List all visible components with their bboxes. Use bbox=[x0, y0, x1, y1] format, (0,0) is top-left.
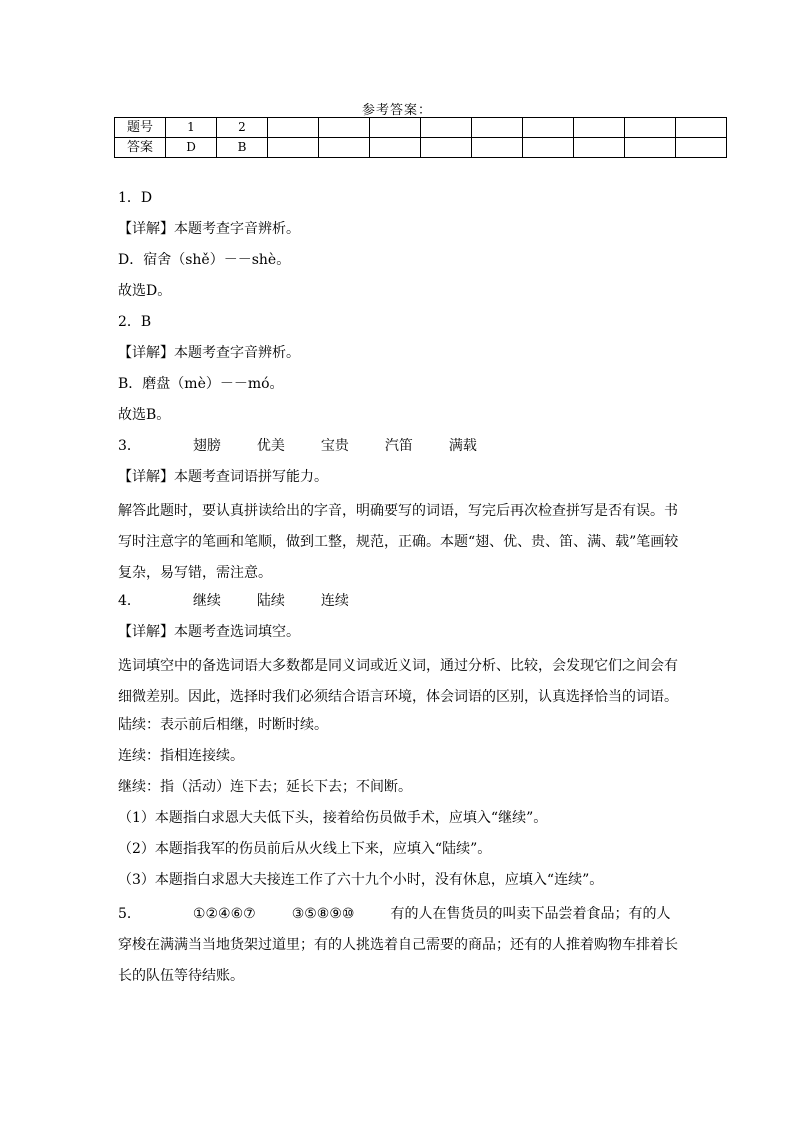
table-cell bbox=[523, 138, 574, 158]
q5-group: ③⑤⑧⑨⑩ bbox=[291, 906, 355, 922]
q3-answer bbox=[118, 434, 683, 465]
q5-number: 5． bbox=[118, 906, 141, 922]
q4-word: 陆续 bbox=[256, 593, 285, 609]
q2-answer: 2．B bbox=[118, 314, 152, 330]
table-cell bbox=[523, 118, 574, 138]
q4-word: 继续 bbox=[192, 593, 221, 609]
table-cell bbox=[472, 118, 523, 138]
table-cell bbox=[574, 138, 625, 158]
q3-paragraph: 解答此题时，要认真拼读给出的字音，明确要写的词语，写完后再次检查拼写是否有误。书写时注意字的笔画和笔顺，做到工整，规范，正确。本题“翅、优、贵、笛、满、载”笔画较复杂，易写错，需注意。 bbox=[118, 503, 679, 581]
table-cell bbox=[370, 118, 421, 138]
table-row bbox=[115, 118, 727, 138]
q1-detail: 【详解】本题考查字音辨析。 bbox=[118, 221, 300, 237]
q3-detail: 【详解】本题考查词语拼写能力。 bbox=[118, 469, 328, 485]
table-cell bbox=[319, 118, 370, 138]
q3-word: 翅膀 bbox=[192, 438, 221, 454]
q4-definition: 继续：指（活动）连下去；延长下去；不间断。 bbox=[118, 779, 412, 795]
table-cell bbox=[421, 138, 472, 158]
table-cell bbox=[676, 118, 727, 138]
q4-definition: 陆续：表示前后相继，时断时续。 bbox=[118, 717, 328, 733]
table-cell: D bbox=[166, 138, 217, 158]
table-cell bbox=[574, 118, 625, 138]
table-cell: 2 bbox=[217, 118, 268, 138]
table-cell bbox=[370, 138, 421, 158]
q4-number: 4． bbox=[118, 593, 141, 609]
q5-paragraph: 有的人在售货员的叫卖下品尝着食品；有的人穿梭在满满当当地货架过道里；有的人挑选着自己需要的商品；还有的人推着购物车排着长长的队伍等待结账。 bbox=[118, 906, 678, 984]
answer-table bbox=[114, 117, 727, 158]
q4-detail: 【详解】本题考查选词填空。 bbox=[118, 624, 300, 640]
q5-answer bbox=[118, 899, 683, 992]
q4-item: （2）本题指我军的伤员前后从火线上下来，应填入“陆续”。 bbox=[118, 841, 492, 857]
q4-answer bbox=[118, 589, 683, 620]
q1-conclusion: 故选D。 bbox=[118, 283, 172, 299]
q2-conclusion: 故选B。 bbox=[118, 407, 171, 423]
q4-definition: 连续：指相连接续。 bbox=[118, 748, 244, 764]
q4-item: （3）本题指白求恩大夫接连工作了六十九个小时，没有休息，应填入“连续”。 bbox=[118, 872, 604, 888]
row-label-answer: 答案 bbox=[115, 138, 166, 158]
table-cell bbox=[625, 118, 676, 138]
table-cell bbox=[268, 138, 319, 158]
q1-explanation: D．宿舍（shě）－－shè。 bbox=[118, 252, 291, 268]
page-title: 参考答案： bbox=[361, 103, 432, 118]
answer-explanations bbox=[118, 186, 683, 992]
q2-explanation: B．磨盘（mè）－－mó。 bbox=[118, 376, 284, 392]
table-cell bbox=[472, 138, 523, 158]
q3-word: 宝贵 bbox=[320, 438, 349, 454]
row-label-number: 题号 bbox=[115, 118, 166, 138]
table-cell: 1 bbox=[166, 118, 217, 138]
table-cell bbox=[268, 118, 319, 138]
q3-word: 优美 bbox=[256, 438, 285, 454]
q1-answer: 1．D bbox=[118, 190, 153, 206]
q4-item: （1）本题指白求恩大夫低下头，接着给伤员做手术，应填入“继续”。 bbox=[118, 810, 548, 826]
table-cell bbox=[625, 138, 676, 158]
q2-detail: 【详解】本题考查字音辨析。 bbox=[118, 345, 300, 361]
q5-group: ①②④⑥⑦ bbox=[192, 906, 256, 922]
table-cell bbox=[319, 138, 370, 158]
q3-word: 汽笛 bbox=[384, 438, 413, 454]
q3-word: 满载 bbox=[448, 438, 477, 454]
table-cell bbox=[421, 118, 472, 138]
table-row bbox=[115, 138, 727, 158]
table-cell bbox=[676, 138, 727, 158]
q3-number: 3． bbox=[118, 438, 141, 454]
q4-paragraph: 选词填空中的备选词语大多数都是同义词或近义词，通过分析、比较，会发现它们之间会有细微差别。因此，选择时我们必须结合语言环境，体会词语的区别，认真选择恰当的词语。 bbox=[118, 658, 678, 705]
table-cell: B bbox=[217, 138, 268, 158]
q4-word: 连续 bbox=[320, 593, 349, 609]
